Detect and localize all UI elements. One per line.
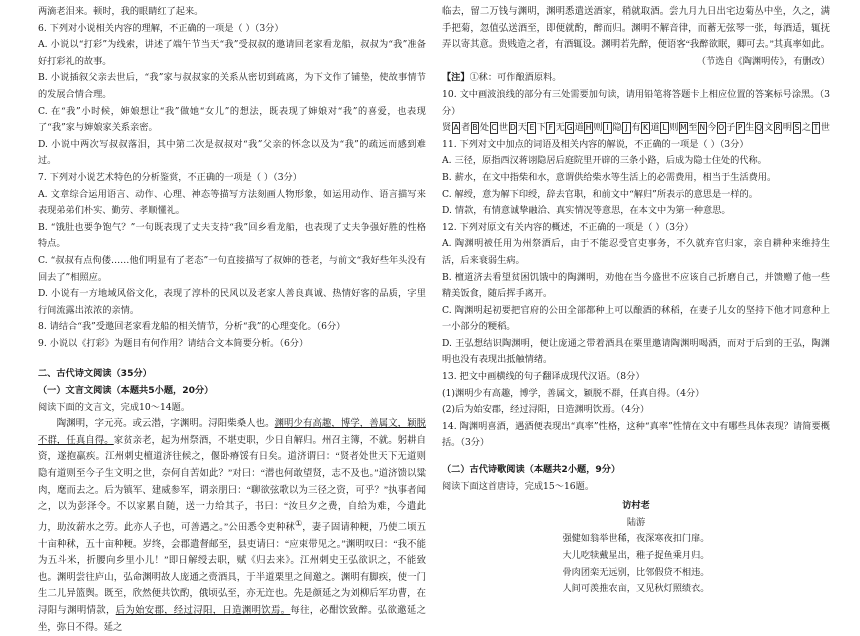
q10-char: 至 bbox=[688, 122, 698, 134]
q10-punctuation-row bbox=[442, 120, 830, 137]
q11-option-b: B. 薪水，在文中指柴和水，意谓供给柴水等生活上的必需费用，相当于生活费用。 bbox=[442, 171, 777, 183]
left-column bbox=[38, 4, 426, 636]
q12-option-d: D. 王弘想结识陶渊明，便让庞通之带着酒具在栗里邀请陶渊明喝酒，而对于后到的王弘，陶渊明也没有表现出抵触情绪。 bbox=[442, 337, 830, 366]
q10-answer-box[interactable]: O bbox=[718, 123, 725, 133]
question-6: 6. 下列对小说相关内容的理解，不正确的一项是（ ）（3分） bbox=[38, 22, 284, 34]
q11-option-c: C. 解绶，意为解下印绶，辞去官职，和前文中“解归”所表示的意思是一样的。 bbox=[442, 188, 758, 200]
q10-answer-box[interactable]: I bbox=[603, 122, 612, 134]
subsection-heading-poetry: （二）古代诗歌阅读（本题共2小题，9分） bbox=[442, 464, 621, 476]
poem-author: 陆游 bbox=[626, 516, 646, 528]
passage-source: （节选自《陶渊明传》，有删改） bbox=[696, 55, 830, 67]
q7-option-a: A. 文章综合运用语言、动作、心理、神态等描写方法刻画人物形象，如运用动作、语言描写来表现弟弟们朴实、勤劳、孝顺懂礼。 bbox=[38, 188, 426, 217]
q7-option-c: C. “叔叔有点佝偻……他们明显有了老态”一句直接描写了叔婶的苍老，与前文“我好些年头没有回去了”相照应。 bbox=[38, 254, 426, 283]
q10-answer-box[interactable]: A bbox=[453, 123, 459, 133]
q10-char: 之 bbox=[801, 122, 811, 134]
q10-char: 则 bbox=[593, 122, 603, 134]
classical-passage bbox=[38, 416, 426, 636]
section-heading-classical: 二、古代诗文阅读（35分） bbox=[38, 368, 152, 380]
q10-answer-box[interactable]: D bbox=[509, 123, 516, 133]
poetry-instructions: 阅读下面这首唐诗，完成15～16题。 bbox=[442, 480, 595, 492]
q6-option-a: A. 小说以“打彩”为线索，讲述了端午节当天“我”受叔叔的邀请回老家看龙船，叔叔为“我”准备好打彩礼的故事。 bbox=[38, 39, 426, 67]
story-ending: 两滴老泪来。顿时，我的眼睛红了起来。 bbox=[38, 6, 204, 17]
q11-option-d: D. 情款，有情意诚挚融洽、真实情况等意思，在本文中为第一种意思。 bbox=[442, 205, 731, 217]
underlined-sentence-1: 渊明少有高趣，博学，善属文，颖脱不群，任真自得。 bbox=[38, 419, 426, 446]
footnote-marker: ① bbox=[295, 518, 303, 528]
q10-char: 世 bbox=[498, 122, 508, 134]
right-column bbox=[442, 4, 830, 598]
q10-char: 则 bbox=[669, 122, 679, 134]
q10-char: 世 bbox=[820, 122, 830, 134]
q7-option-d: D. 小说有一方地域风俗文化，表现了淳朴的民风以及老家人善良真诚、热情好客的品质，字里行间流露出浓浓的亲情。 bbox=[38, 288, 426, 316]
annotation-text: ①秫：可作酿酒原料。 bbox=[469, 72, 562, 84]
q10-char: 隐 bbox=[612, 122, 622, 134]
annotation bbox=[442, 70, 830, 87]
q10-answer-box[interactable]: C bbox=[491, 123, 497, 133]
poem-line-3: 骨肉团栾无远别，比邻假贷不相违。 bbox=[562, 566, 710, 578]
q10-answer-box[interactable]: N bbox=[699, 123, 706, 133]
q12-option-c: C. 陶渊明起初要把官府的公田全部都种上可以酿酒的秫稻，在妻子儿女的坚持下他才同意种上一小部分的粳稻。 bbox=[442, 304, 830, 333]
q10-answer-box[interactable]: B bbox=[472, 123, 478, 133]
q10-char: 明 bbox=[782, 122, 793, 134]
q10-char: 子 bbox=[726, 122, 736, 134]
q10-answer-box[interactable]: G bbox=[566, 123, 573, 133]
q10-answer-box[interactable]: J bbox=[622, 122, 631, 134]
q10-char: 天 bbox=[517, 122, 527, 134]
q10-answer-box[interactable]: T bbox=[812, 122, 821, 134]
annotation-tag: 【注】 bbox=[442, 72, 470, 84]
q10-answer-box[interactable]: Q bbox=[756, 123, 763, 133]
q11-option-a: A. 三径，原指西汉蒋诩隐居后庭院里开辟的三条小路，后成为隐士住处的代称。 bbox=[442, 155, 767, 167]
q10-answer-box[interactable]: M bbox=[680, 123, 687, 133]
underlined-sentence-2: 后为始安郡，经过浔阳，日造渊明饮焉。 bbox=[115, 605, 291, 616]
q6-option-b: B. 小说插叙父亲去世后，“我”家与叔叔家的关系从密切到疏离，为下文作了铺垫，使故事情节的发展合情合理。 bbox=[38, 72, 426, 100]
passage-part-f: 每往，必酣饮致醉。弘欲邀延之坐，弥日不得。延之 bbox=[38, 605, 426, 633]
passage-part-a: 陶渊明，字元亮。或云潜，字渊明。浔阳柴桑人也。 bbox=[56, 419, 275, 430]
q10-char: 处 bbox=[479, 122, 490, 134]
question-14: 14. 陶渊明喜酒，遇酒便表现出“真率”性格，这种“真率”性情在文中有哪些具体表现？请简要概括。（3分） bbox=[442, 420, 830, 449]
q10-answer-box[interactable]: K bbox=[642, 123, 648, 133]
subsection-heading-prose: （一）文言文阅读（本题共5小题，20分） bbox=[38, 385, 214, 397]
q10-char: 贤 bbox=[442, 122, 452, 134]
q10-char: 无 bbox=[555, 122, 565, 134]
q10-char: 文 bbox=[763, 122, 774, 134]
question-8: 8. 请结合“我”受邀回老家看龙船的相关情节，分析“我”的心理变化。（6分） bbox=[38, 321, 346, 333]
q10-answer-box[interactable]: L bbox=[660, 122, 669, 134]
q6-option-d: D. 小说中两次写叔叔落泪，其中第二次是叔叔对“我”父亲的怀念以及为“我”的疏远而感到难过。 bbox=[38, 138, 426, 167]
q13-part-1: (1)渊明少有高趣，博学，善属文，颖脱不群，任真自得。（4分） bbox=[442, 387, 705, 399]
q10-char: 道 bbox=[574, 122, 584, 134]
question-12: 12. 下列对原文有关内容的概述，不正确的一项是（ ）（3分） bbox=[442, 221, 694, 233]
classical-passage-continued: 临去，留二万钱与渊明，渊明悉遣送酒家，稍就取酒。尝九月九日出宅边菊丛中坐，久之，满手把菊，忽值弘送酒至，即便就酌，醉而归。渊明不解音律，而蓄无弦琴一张，每酒适，辄抚弄以寄其意。贵贱造之者，有酒辄设。渊明若先醉，便语客“我醉欲眠，卿可去。”其真率如此。 bbox=[442, 7, 831, 51]
q10-char: 道 bbox=[650, 122, 660, 134]
q10-answer-box[interactable]: H bbox=[585, 123, 592, 133]
poem-line-1: 强健如翁举世稀，夜深寒夜扣门扉。 bbox=[562, 533, 710, 545]
question-10: 10. 文中画波浪线的部分有三处需要加句读，请用铅笔将答题卡上相应位置的答案标号涂黑。（3分） bbox=[442, 88, 830, 117]
question-11: 11. 下列对文中加点的词语及相关内容的解说，不正确的一项是（ ）（3分） bbox=[442, 138, 749, 150]
q10-answer-box[interactable]: P bbox=[736, 122, 745, 134]
q7-option-b: B. “饿肚也要争饱气？”一句既表现了丈夫支持“我”回乡看龙船，也表现了丈夫争强好胜的性格特点。 bbox=[38, 221, 426, 250]
poem-title: 访村老 bbox=[622, 500, 650, 512]
q10-answer-box[interactable]: R bbox=[775, 123, 781, 133]
q10-char: 有 bbox=[631, 122, 641, 134]
q6-option-c: C. 在“我”小时候，婶娘想让“我”做她“女儿”的想法，既表现了婶娘对“我”的喜爱，也表现了“我”家与婶娘家关系亲密。 bbox=[38, 105, 426, 134]
q10-char: 生 bbox=[745, 122, 755, 134]
question-7: 7. 下列对小说艺术特色的分析鉴赏，不正确的一项是（ ）（3分） bbox=[38, 171, 302, 183]
question-13: 13. 把文中画横线的句子翻译成现代汉语。（8分） bbox=[442, 371, 645, 383]
q10-char: 今 bbox=[707, 122, 717, 134]
q13-part-2: (2)后为始安郡，经过浔阳，日造渊明饮焉。（4分） bbox=[442, 404, 650, 416]
q12-option-a: A. 陶渊明被任用为州祭酒后，由于不能忍受官吏事务，不久就弃官归家，亲自耕种来维持生活，后来衰弱生病。 bbox=[442, 238, 830, 266]
passage-part-d: ，妻子固请种粳，乃使二顷五十亩种秫，五十亩种粳。岁终，会郡遣督邮至，县吏请曰：“应束带见之。”渊明叹曰：“我不能为五斗米，折腰向乡里小儿！”即日解绶去职，赋《归去来》。江州刺史王弘欲识之，不能致也。渊明尝往庐山，弘命渊明故人庞通之赍酒具，于半道栗里之间邀之。渊明有脚疾，使一门生二儿异篮舆。既至，欣然便共饮酌，俄顷弘至，亦无迕也。先是颜延之为刘柳后军功曹，在浔阳与渊明情款， bbox=[38, 522, 426, 616]
prose-instructions: 阅读下面的文言文，完成10～14题。 bbox=[38, 401, 191, 413]
poem-line-2: 大儿吃犊戴星出，稚子捉鱼乘月归。 bbox=[562, 550, 710, 561]
q12-option-b: B. 檀道济去看望贫困饥饿中的陶渊明，劝他在当今盛世不应该自己折磨自己，并馈赠了他一些精美饭食，随后挥手离开。 bbox=[442, 271, 830, 300]
passage-part-c: 家贫亲老，起为州祭酒，不堪吏职，少日自解归。州召主簿，不就。躬耕自资，遂抱羸疾。江州刺史檀道济往候之，偃卧瘠馁有日矣。道济谓曰：“贤者处世天下无道则隐有道则至今子生文明之世，奈何自苦如此？”对曰：“潜也何敢望贤，志不及也。”道济馈以粱肉，麾而去之。后为镇军、建威参军，谓亲朋曰：“聊欲弦歌以为三径之资，可乎？”执事者闻之，以为彭泽令。不以家累自随，送一力给其子，书曰：“汝旦夕之费，自给为难，今遣此力，助汝薪水之劳。此亦人子也，可善遇之。”公田悉令吏种秫 bbox=[38, 435, 426, 533]
q10-char: 下 bbox=[536, 122, 546, 134]
q10-answer-box[interactable]: F bbox=[546, 122, 555, 134]
poem-line-4: 人间可羡推农亩，又见秋灯照绩衣。 bbox=[562, 583, 710, 595]
q10-answer-box[interactable]: E bbox=[529, 123, 535, 133]
q10-char: 者 bbox=[460, 122, 471, 134]
question-9: 9. 小说以《打彩》为题目有何作用？请结合文本简要分析。（6分） bbox=[38, 337, 309, 349]
q10-answer-box[interactable]: S bbox=[794, 123, 800, 133]
